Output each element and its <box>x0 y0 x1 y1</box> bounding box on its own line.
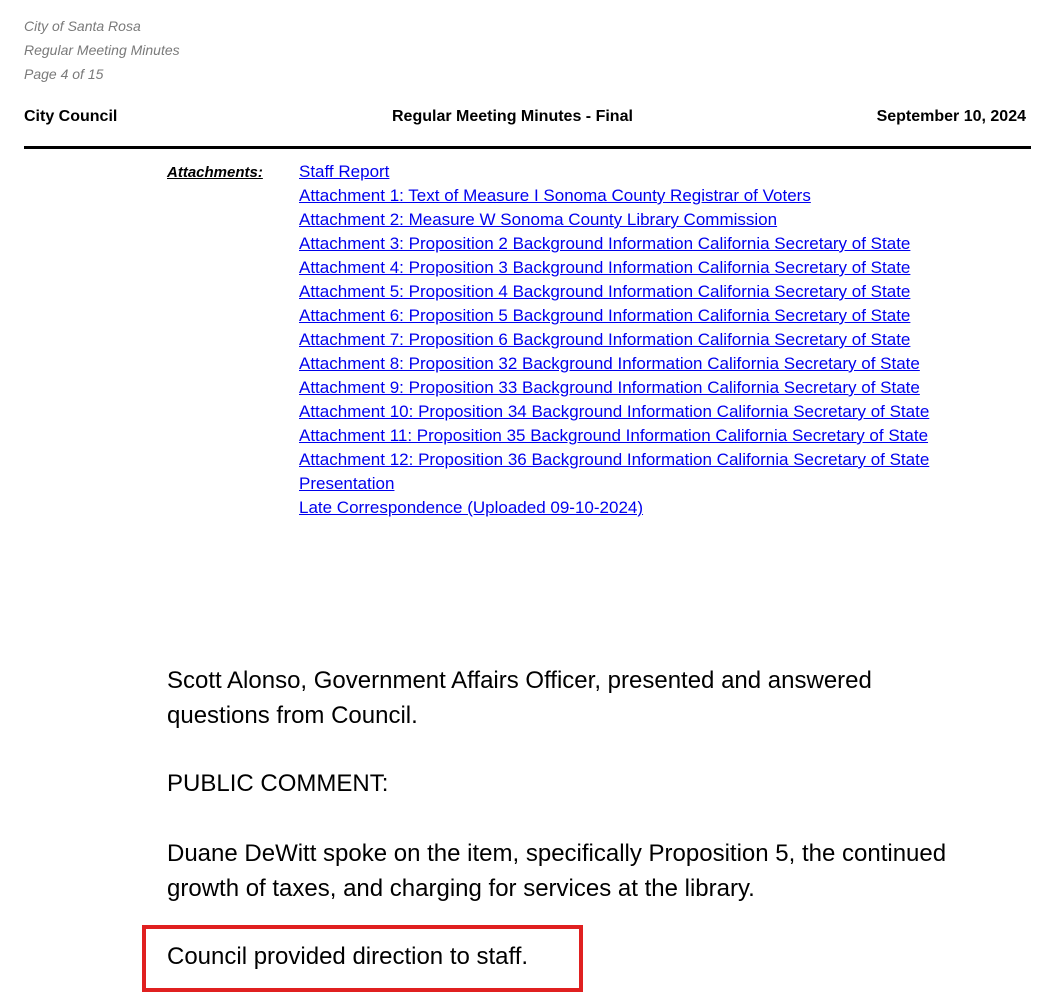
header-body: City Council <box>24 108 118 125</box>
attachment-link-6[interactable]: Attachment 6: Proposition 5 Background Information California Secretary of State <box>299 306 911 325</box>
attachment-item <box>299 232 959 256</box>
attachment-link-12[interactable]: Attachment 12: Proposition 36 Background Information California Secretary of State <box>299 450 930 469</box>
attachment-link-staff-report[interactable]: Staff Report <box>299 162 390 181</box>
attachment-item <box>299 448 959 472</box>
attachment-item <box>299 184 959 208</box>
attachment-item <box>299 280 959 304</box>
attachment-link-8[interactable]: Attachment 8: Proposition 32 Background Information California Secretary of State <box>299 354 920 373</box>
meta-city: City of Santa Rosa <box>24 18 141 34</box>
attachment-item <box>299 208 959 232</box>
attachment-link-11[interactable]: Attachment 11: Proposition 35 Background Information California Secretary of State <box>299 426 929 445</box>
attachment-link-10[interactable]: Attachment 10: Proposition 34 Background Information California Secretary of State <box>299 402 930 421</box>
public-comment-heading: PUBLIC COMMENT: <box>167 770 389 797</box>
attachment-link-4[interactable]: Attachment 4: Proposition 3 Background Information California Secretary of State <box>299 258 911 277</box>
header-divider <box>24 146 1031 149</box>
attachment-item <box>299 352 959 376</box>
attachment-item <box>299 328 959 352</box>
attachment-item <box>299 376 959 400</box>
outcome-paragraph: Council provided direction to staff. <box>167 943 529 970</box>
attachments-label: Attachments: <box>167 164 263 181</box>
attachment-link-5[interactable]: Attachment 5: Proposition 4 Background Information California Secretary of State <box>299 282 911 301</box>
attachment-link-9[interactable]: Attachment 9: Proposition 33 Background Information California Secretary of State <box>299 378 920 397</box>
attachment-item <box>299 160 959 184</box>
header-title: Regular Meeting Minutes - Final <box>392 108 633 125</box>
meta-doc-type: Regular Meeting Minutes <box>24 42 180 58</box>
attachment-link-presentation[interactable]: Presentation <box>299 474 395 493</box>
attachment-link-7[interactable]: Attachment 7: Proposition 6 Background Information California Secretary of State <box>299 330 911 349</box>
presenter-paragraph: Scott Alonso, Government Affairs Officer, presented and answered questions from Council. <box>167 667 872 729</box>
attachment-link-3[interactable]: Attachment 3: Proposition 2 Background Information California Secretary of State <box>299 234 911 253</box>
public-comment-paragraph: Duane DeWitt spoke on the item, specifically Proposition 5, the continued growth of taxes, and charging for services at the library. <box>167 840 947 902</box>
attachment-link-late-correspondence[interactable]: Late Correspondence (Uploaded 09-10-2024) <box>299 498 644 517</box>
attachment-item <box>299 424 959 448</box>
attachment-item <box>299 400 959 424</box>
attachment-item <box>299 496 959 520</box>
attachment-item <box>299 304 959 328</box>
page-header <box>24 108 1026 130</box>
attachment-item <box>299 256 959 280</box>
attachments-list <box>299 160 959 520</box>
outcome-highlight-box <box>142 925 583 992</box>
header-date: September 10, 2024 <box>876 108 1026 125</box>
attachment-link-2[interactable]: Attachment 2: Measure W Sonoma County Library Commission <box>299 210 778 229</box>
meta-page-number: Page 4 of 15 <box>24 66 104 82</box>
attachment-item <box>299 472 959 496</box>
attachment-link-1[interactable]: Attachment 1: Text of Measure I Sonoma County Registrar of Voters <box>299 186 811 205</box>
